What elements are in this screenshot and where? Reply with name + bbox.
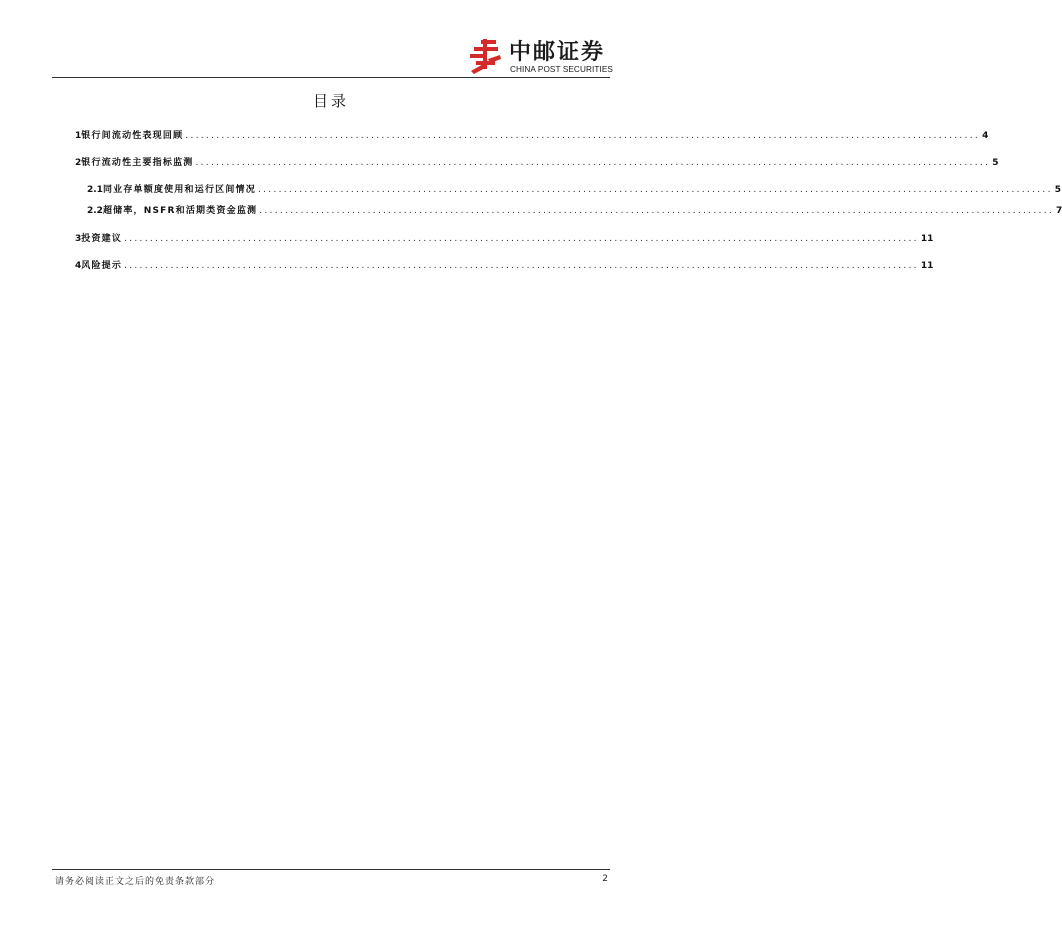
toc-entry-number: 2.1 <box>87 185 103 195</box>
brand-name-cn: 中邮证券 <box>509 40 606 65</box>
company-logo <box>468 39 613 77</box>
toc-entry-label: 银行间流动性表现回顾 <box>81 131 184 141</box>
toc-entry-label: 风险提示 <box>81 261 123 271</box>
toc-entry-number: 3 <box>75 234 82 244</box>
brand-name-en: CHINA POST SECURITIES <box>510 65 613 74</box>
toc-entry-label: 投资建议 <box>81 234 123 244</box>
toc-leader-dots: .......................................................................................................................................................... <box>195 158 991 168</box>
toc-entry-page: 4 <box>982 131 989 141</box>
footer-disclaimer: 请务必阅读正文之后的免责条款部分 <box>55 877 216 887</box>
toc-entry-number: 4 <box>75 261 82 271</box>
toc-entry-page: 11 <box>920 261 934 271</box>
toc-entry-2[interactable] <box>75 154 999 168</box>
toc-entry-label: 银行流动性主要指标监测 <box>81 158 194 168</box>
toc-leader-dots: .......................................................................................................................................................... <box>257 185 1053 195</box>
toc-leader-dots: .......................................................................................................................................................... <box>124 234 919 244</box>
toc-entry-page: 7 <box>1056 206 1062 216</box>
toc-entry-3[interactable] <box>75 230 934 244</box>
toc-title: 目录 <box>312 92 349 110</box>
toc-entry-label: 同业存单额度使用和运行区间情况 <box>102 185 256 195</box>
toc-entry-1[interactable] <box>75 127 989 141</box>
header-divider <box>52 77 610 78</box>
toc-entry-number: 2 <box>75 158 82 168</box>
page-number: 2 <box>602 874 608 884</box>
footer-divider <box>52 869 610 870</box>
toc-entry-2-2[interactable] <box>87 202 1062 216</box>
toc-entry-2-1[interactable] <box>87 181 1062 195</box>
toc-entry-page: 5 <box>992 158 999 168</box>
toc-entry-number: 1 <box>75 131 82 141</box>
toc-leader-dots: .......................................................................................................................................................... <box>185 131 981 141</box>
toc-leader-dots: .......................................................................................................................................................... <box>259 206 1055 216</box>
toc-entry-number: 2.2 <box>87 206 103 216</box>
toc-entry-label: 超储率，NSFR和活期类资金监测 <box>102 206 258 216</box>
toc-entry-page: 11 <box>920 234 934 244</box>
toc-leader-dots: .......................................................................................................................................................... <box>124 261 919 271</box>
toc-entry-page: 5 <box>1054 185 1062 195</box>
china-post-logo-icon <box>468 39 504 75</box>
toc-entry-4[interactable] <box>75 257 934 271</box>
